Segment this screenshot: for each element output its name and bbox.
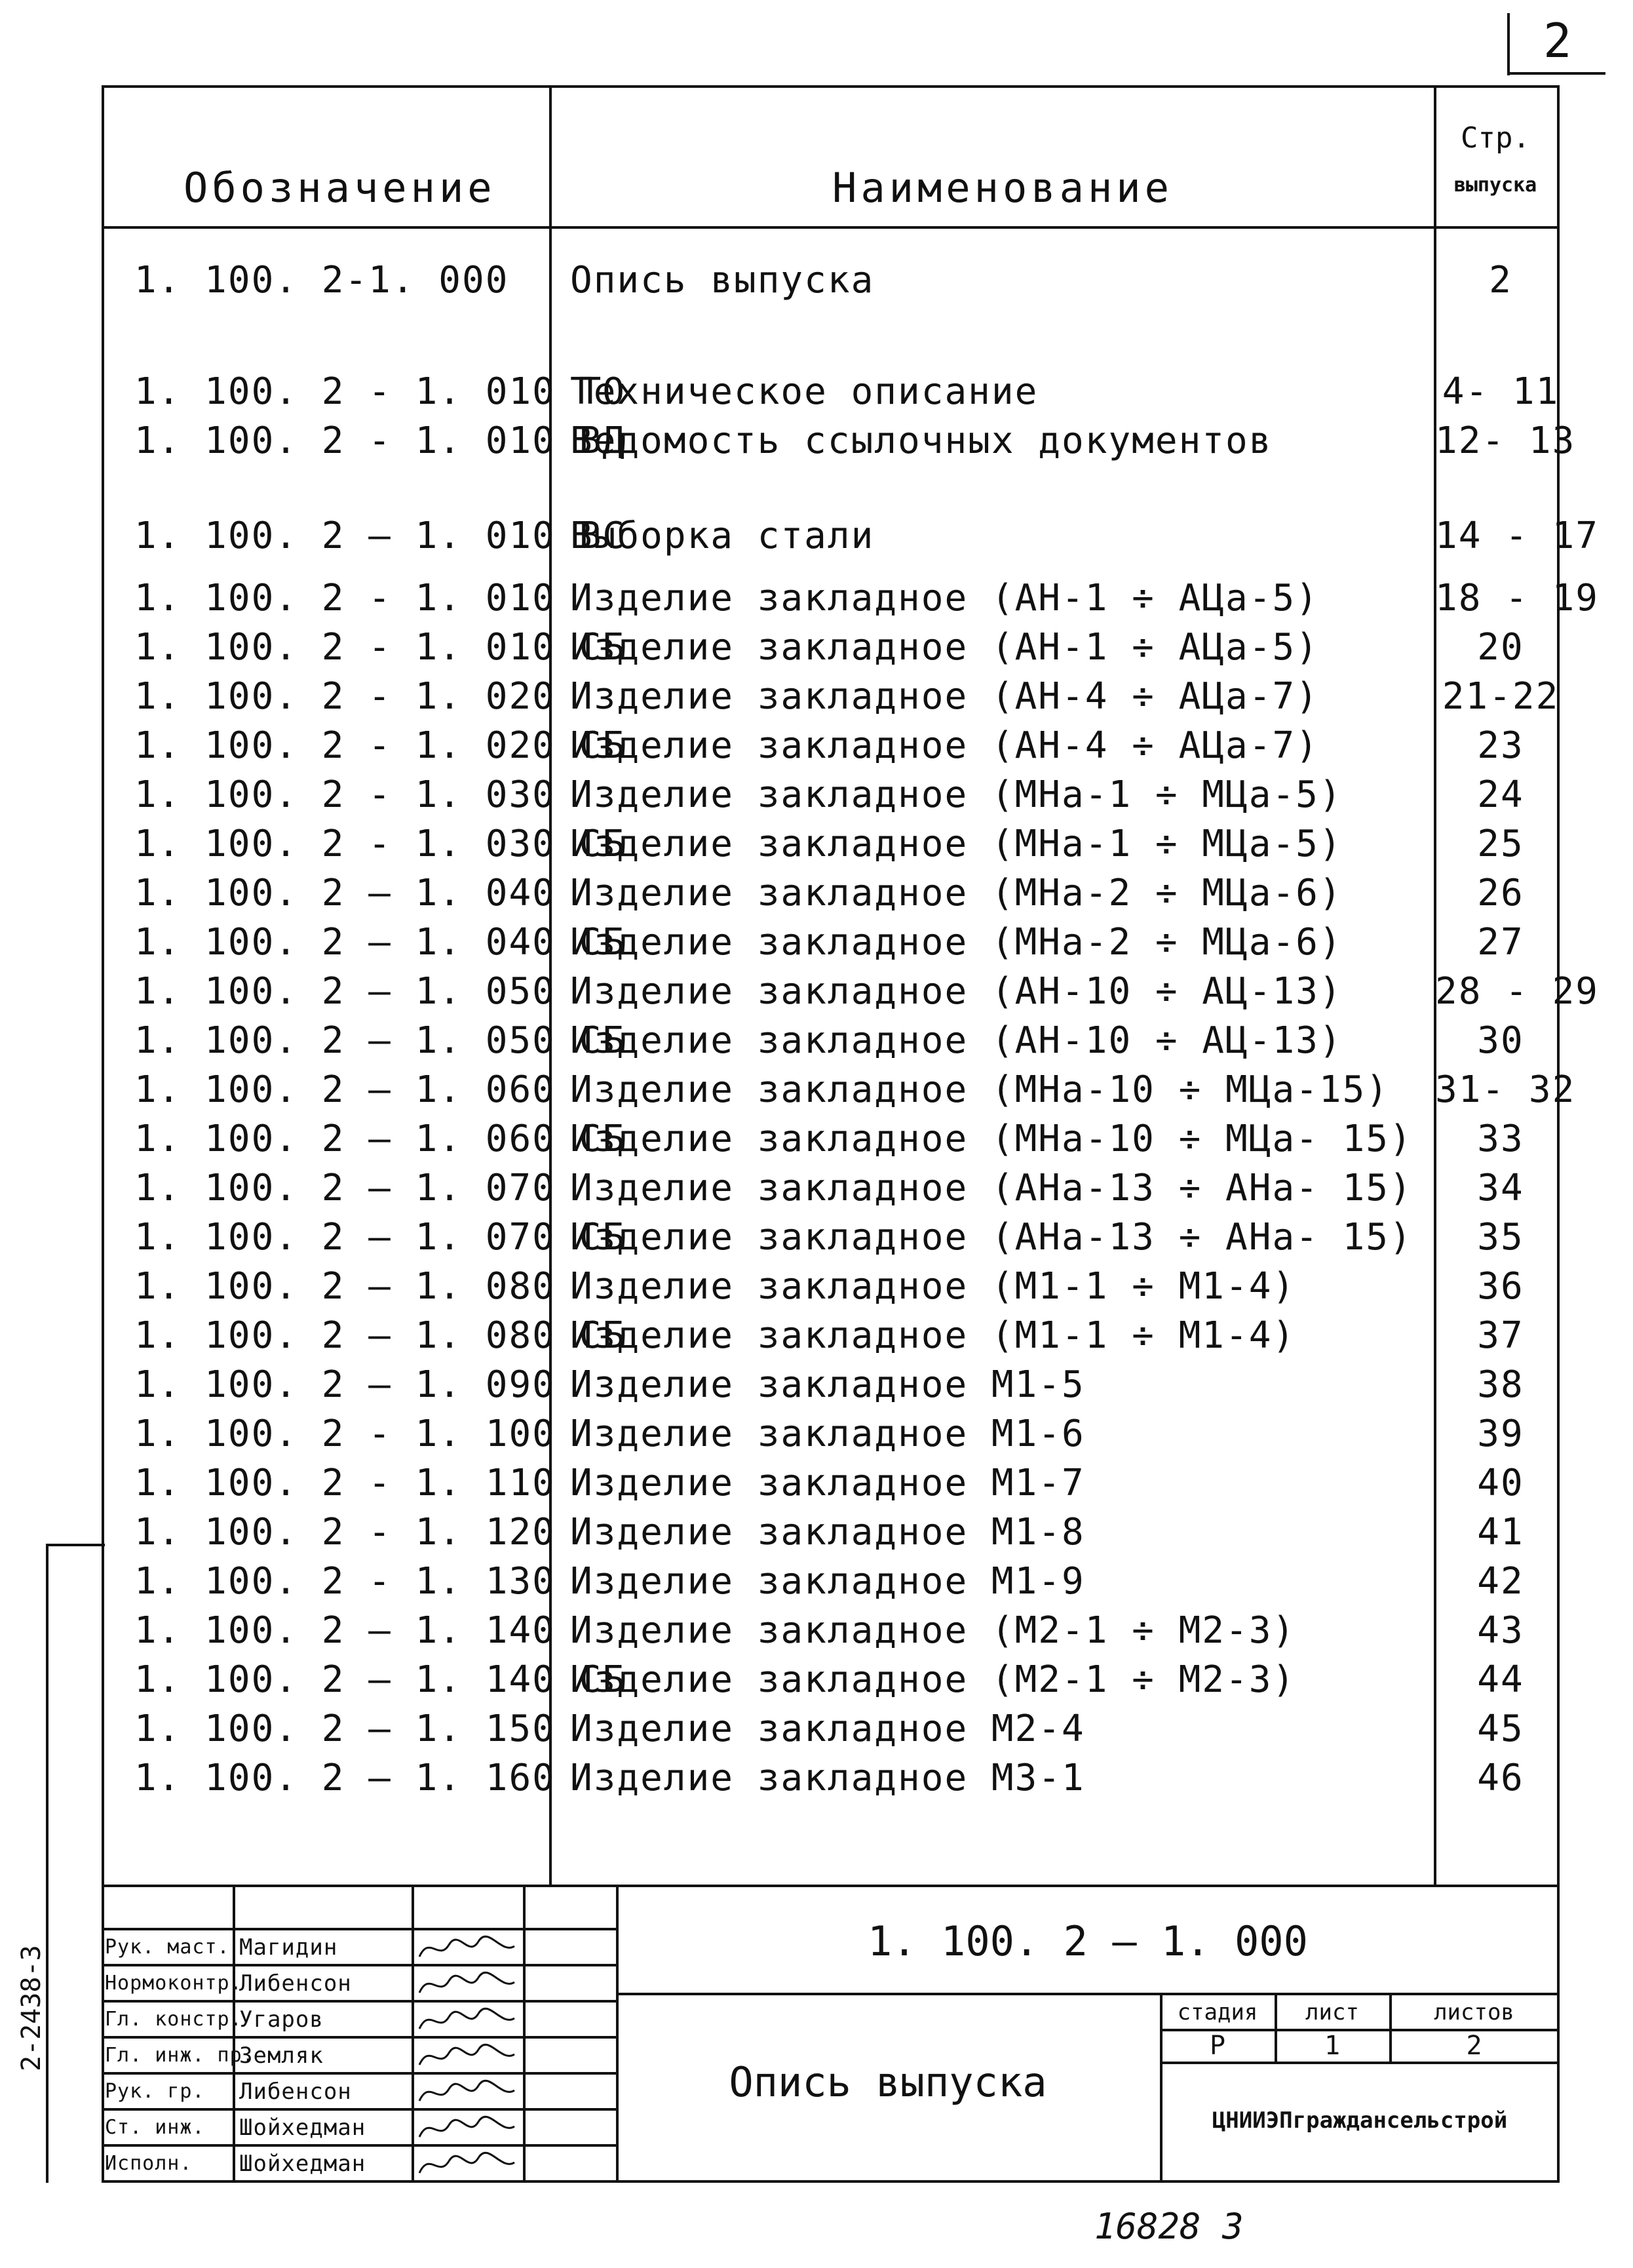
row-page: 42 bbox=[1477, 1560, 1524, 1603]
row-page: 40 bbox=[1477, 1462, 1524, 1504]
corner-underline bbox=[1507, 72, 1605, 75]
row-name: Изделие закладное (МНа-2 ÷ МЦа-6) bbox=[570, 921, 1343, 964]
row-code: 1. 100. 2 — 1. 090 bbox=[134, 1363, 556, 1406]
row-name: Изделие закладное (М1-1 ÷ М1-4) bbox=[570, 1314, 1296, 1357]
row-code: 1. 100. 2 - 1. 010 bbox=[134, 577, 556, 619]
sheet-label: лист bbox=[1305, 1999, 1359, 2025]
row-code: 1. 100. 2 — 1. 060 bbox=[134, 1068, 556, 1111]
row-page: 12- 13 bbox=[1435, 420, 1576, 462]
row-page: 33 bbox=[1477, 1118, 1524, 1160]
row-name: Изделие закладное М1-6 bbox=[570, 1413, 1085, 1455]
signature-row-line bbox=[102, 2144, 616, 2147]
row-name: Изделие закладное (АНа-13 ÷ АНа- 15) bbox=[570, 1216, 1413, 1259]
row-page: 44 bbox=[1477, 1658, 1524, 1701]
row-page: 2 bbox=[1489, 259, 1512, 302]
signature-name: Шойхедман bbox=[239, 2151, 366, 2177]
row-name: Изделие закладное (АН-10 ÷ АЦ-13) bbox=[570, 1019, 1343, 1062]
signature-scribble-icon bbox=[416, 2076, 521, 2109]
document-title: Опись выпуска bbox=[729, 2058, 1047, 2106]
row-page: 23 bbox=[1477, 724, 1524, 767]
signature-row-line bbox=[102, 2108, 616, 2111]
stage-value-line bbox=[1160, 2062, 1560, 2064]
signature-name: Угаров bbox=[239, 2006, 324, 2033]
signature-role: Гл. констр. bbox=[105, 2008, 242, 2031]
row-page: 43 bbox=[1477, 1609, 1524, 1652]
signature-row-line bbox=[102, 2036, 616, 2039]
header-designation: Обозначение bbox=[183, 164, 496, 212]
row-name: Изделие закладное (АН-10 ÷ АЦ-13) bbox=[570, 970, 1343, 1013]
signature-row-line bbox=[102, 2000, 616, 2003]
row-page: 25 bbox=[1477, 823, 1524, 865]
row-name: Ведомость ссылочных документов bbox=[570, 420, 1273, 462]
row-page: 18 - 19 bbox=[1435, 577, 1600, 619]
side-stamp-text: 2-2438-3 bbox=[16, 1945, 47, 2071]
row-page: 34 bbox=[1477, 1167, 1524, 1209]
signature-name: Земляк bbox=[239, 2043, 324, 2069]
row-page: 24 bbox=[1477, 773, 1524, 816]
row-name: Изделие закладное М1-9 bbox=[570, 1560, 1085, 1603]
row-name: Изделие закладное (МНа-10 ÷ МЦа-15) bbox=[570, 1068, 1390, 1111]
signature-role: Рук. маст. bbox=[105, 1936, 230, 1959]
row-page: 39 bbox=[1477, 1413, 1524, 1455]
row-name: Изделие закладное (АН-4 ÷ АЦа-7) bbox=[570, 724, 1319, 767]
row-name: Изделие закладное М1-5 bbox=[570, 1363, 1085, 1406]
signature-scribble-icon bbox=[416, 1968, 521, 2001]
frame-left bbox=[102, 85, 104, 2183]
row-code: 1. 100. 2 — 1. 140 СБ bbox=[134, 1658, 626, 1701]
row-code: 1. 100. 2 - 1. 120 bbox=[134, 1511, 556, 1554]
row-page: 28 - 29 bbox=[1435, 970, 1600, 1013]
signature-name: Либенсон bbox=[239, 2079, 352, 2105]
sheets-value: 2 bbox=[1466, 2031, 1482, 2061]
row-code: 1. 100. 2 — 1. 140 bbox=[134, 1609, 556, 1652]
side-stamp-line bbox=[46, 1544, 48, 2183]
row-name: Выборка стали bbox=[570, 515, 875, 557]
row-page: 30 bbox=[1477, 1019, 1524, 1062]
row-name: Изделие закладное (М1-1 ÷ М1-4) bbox=[570, 1265, 1296, 1308]
row-name: Изделие закладное (МНа-1 ÷ МЦа-5) bbox=[570, 823, 1343, 865]
row-page: 4- 11 bbox=[1442, 370, 1560, 413]
signature-role: Исполн. bbox=[105, 2152, 193, 2175]
signature-row-line bbox=[102, 2072, 616, 2075]
row-code: 1. 100. 2 — 1. 070 bbox=[134, 1167, 556, 1209]
row-page: 45 bbox=[1477, 1708, 1524, 1750]
row-code: 1. 100. 2 - 1. 020 СБ bbox=[134, 724, 626, 767]
titleblock-code-separator bbox=[616, 1993, 1560, 1995]
row-page: 26 bbox=[1477, 872, 1524, 914]
signature-role: Ст. инж. bbox=[105, 2116, 205, 2139]
organization-name: ЦНИИЭПграждансельстрой bbox=[1212, 2107, 1508, 2134]
row-name: Изделие закладное (АН-1 ÷ АЦа-5) bbox=[570, 626, 1319, 669]
corner-divider bbox=[1507, 13, 1510, 75]
row-page: 20 bbox=[1477, 626, 1524, 669]
signature-role: Гл. инж. пр. bbox=[105, 2044, 255, 2067]
row-name: Изделие закладное (АН-4 ÷ АЦа-7) bbox=[570, 675, 1319, 718]
row-page: 35 bbox=[1477, 1216, 1524, 1259]
row-name: Изделие закладное (АНа-13 ÷ АНа- 15) bbox=[570, 1167, 1413, 1209]
row-code: 1. 100. 2 - 1. 030 bbox=[134, 773, 556, 816]
row-name: Изделие закладное (МНа-2 ÷ МЦа-6) bbox=[570, 872, 1343, 914]
signature-name: Магидин bbox=[239, 1934, 338, 1961]
row-page: 31- 32 bbox=[1435, 1068, 1576, 1111]
row-code: 1. 100. 2 — 1. 040 СБ bbox=[134, 921, 626, 964]
row-code: 1. 100. 2 - 1. 110 bbox=[134, 1462, 556, 1504]
header-page-line1: Стр. bbox=[1461, 121, 1530, 155]
row-code: 1. 100. 2 — 1. 010 ВС bbox=[134, 515, 626, 557]
row-name: Изделие закладное (М2-1 ÷ М2-3) bbox=[570, 1609, 1296, 1652]
row-name: Изделие закладное М1-8 bbox=[570, 1511, 1085, 1554]
row-page: 37 bbox=[1477, 1314, 1524, 1357]
signature-row-line bbox=[102, 1964, 616, 1966]
row-code: 1. 100. 2-1. 000 bbox=[134, 259, 509, 302]
signature-row-line bbox=[102, 1928, 616, 1930]
stage-value: Р bbox=[1209, 2031, 1226, 2061]
inventory-number: 16828 3 bbox=[1094, 2206, 1244, 2247]
row-code: 1. 100. 2 — 1. 050 bbox=[134, 970, 556, 1013]
row-code: 1. 100. 2 - 1. 010 СБ bbox=[134, 626, 626, 669]
row-page: 27 bbox=[1477, 921, 1524, 964]
row-code: 1. 100. 2 — 1. 050 СБ bbox=[134, 1019, 626, 1062]
side-stamp-tick bbox=[46, 1544, 105, 1546]
signature-name: Шойхедман bbox=[239, 2115, 366, 2141]
signature-name: Либенсон bbox=[239, 1970, 352, 1997]
row-code: 1. 100. 2 — 1. 150 bbox=[134, 1708, 556, 1750]
row-code: 1. 100. 2 - 1. 010 ВД bbox=[134, 420, 626, 462]
row-page: 41 bbox=[1477, 1511, 1524, 1554]
row-code: 1. 100. 2 - 1. 100 bbox=[134, 1413, 556, 1455]
signature-scribble-icon bbox=[416, 2040, 521, 2073]
row-code: 1. 100. 2 - 1. 020 bbox=[134, 675, 556, 718]
row-page: 21-22 bbox=[1442, 675, 1560, 718]
row-code: 1. 100. 2 — 1. 040 bbox=[134, 872, 556, 914]
sheet-value: 1 bbox=[1324, 2031, 1341, 2061]
document-code: 1. 100. 2 — 1. 000 bbox=[868, 1917, 1308, 1965]
signature-scribble-icon bbox=[416, 1932, 521, 1965]
signature-role: Рук. гр. bbox=[105, 2080, 205, 2103]
stage-label: стадия bbox=[1177, 1999, 1258, 2025]
row-name: Изделие закладное М1-7 bbox=[570, 1462, 1085, 1504]
row-name: Изделие закладное М2-4 bbox=[570, 1708, 1085, 1750]
sheet-corner-number: 2 bbox=[1543, 13, 1572, 68]
row-name: Изделие закладное (АН-1 ÷ АЦа-5) bbox=[570, 577, 1319, 619]
row-code: 1. 100. 2 — 1. 160 bbox=[134, 1757, 556, 1799]
header-separator bbox=[102, 226, 1560, 229]
row-page: 38 bbox=[1477, 1363, 1524, 1406]
row-name: Изделие закладное (МНа-10 ÷ МЦа- 15) bbox=[570, 1118, 1413, 1160]
row-name: Изделие закладное (М2-1 ÷ М2-3) bbox=[570, 1658, 1296, 1701]
row-code: 1. 100. 2 - 1. 010 ТО bbox=[134, 370, 626, 413]
row-page: 46 bbox=[1477, 1757, 1524, 1799]
header-name: Наименование bbox=[832, 164, 1173, 212]
signature-role: Нормоконтр. bbox=[105, 1972, 242, 1995]
row-code: 1. 100. 2 — 1. 070 СБ bbox=[134, 1216, 626, 1259]
signature-scribble-icon bbox=[416, 2112, 521, 2145]
row-code: 1. 100. 2 - 1. 130 bbox=[134, 1560, 556, 1603]
signature-scribble-icon bbox=[416, 2148, 521, 2181]
frame-bottom bbox=[102, 2180, 1560, 2183]
row-page: 14 - 17 bbox=[1435, 515, 1600, 557]
titleblock-top bbox=[102, 1885, 1560, 1887]
row-name: Техническое описание bbox=[570, 370, 1039, 413]
sheets-label: листов bbox=[1434, 1999, 1514, 2025]
row-name: Опись выпуска bbox=[570, 259, 875, 302]
row-code: 1. 100. 2 — 1. 060 СБ bbox=[134, 1118, 626, 1160]
header-page-line2: выпуска bbox=[1453, 174, 1537, 197]
row-name: Изделие закладное М3-1 bbox=[570, 1757, 1085, 1799]
frame-top bbox=[102, 85, 1560, 88]
row-name: Изделие закладное (МНа-1 ÷ МЦа-5) bbox=[570, 773, 1343, 816]
row-code: 1. 100. 2 - 1. 030 СБ bbox=[134, 823, 626, 865]
row-code: 1. 100. 2 — 1. 080 СБ bbox=[134, 1314, 626, 1357]
signature-scribble-icon bbox=[416, 2004, 521, 2037]
row-page: 36 bbox=[1477, 1265, 1524, 1308]
row-code: 1. 100. 2 — 1. 080 bbox=[134, 1265, 556, 1308]
